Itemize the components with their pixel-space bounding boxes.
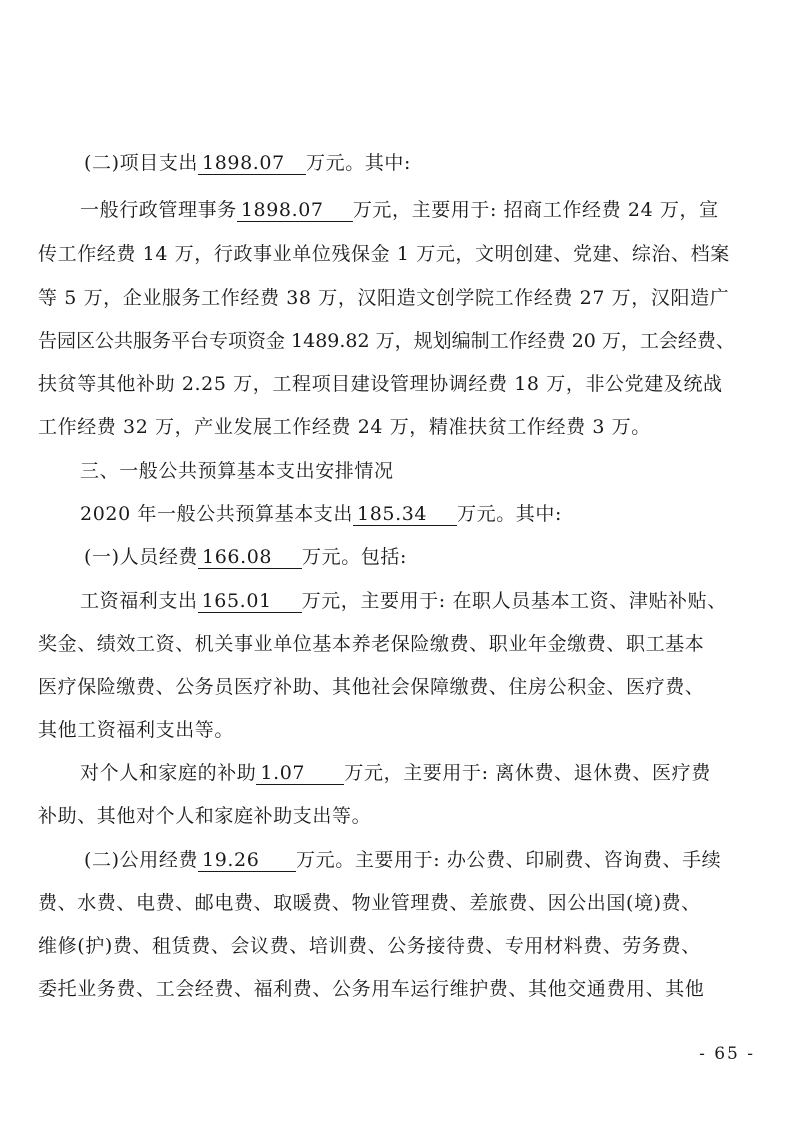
project-expenditure-line	[84, 150, 764, 176]
basic-expenditure-suffix: 万元。其中:	[457, 503, 563, 525]
public-funds-suffix: 万元。主要用于: 办公费、印刷费、咨询费、手续	[296, 849, 722, 871]
public-funds-line-2: 费、水费、电费、邮电费、取暖费、物业管理费、差旅费、因公出国(境)费、	[38, 892, 701, 914]
salary-amount: 165.01	[198, 590, 302, 613]
subsidy-suffix: 万元，主要用于: 离休费、退休费、医疗费	[344, 762, 711, 784]
admin-affairs-prefix: 一般行政管理事务	[80, 199, 237, 221]
subsidy-line-2: 补助、其他对个人和家庭补助支出等。	[38, 805, 372, 827]
project-expenditure-suffix: 万元。其中:	[306, 152, 412, 174]
salary-suffix: 万元，主要用于: 在职人员基本工资、津贴补贴、	[301, 590, 727, 612]
public-funds-line-4: 委托业务费、工会经费、福利费、公务用车运行维护费、其他交通费用、其他	[38, 978, 705, 1000]
salary-line-1	[80, 588, 760, 614]
admin-affairs-line-3: 等 5 万，企业服务工作经费 38 万，汉阳造文创学院工作经费 27 万，汉阳造广	[38, 287, 730, 309]
admin-affairs-line-4: 告园区公共服务平台专项资金 1489.82 万，规划编制工作经费 20 万，工会经费、	[38, 330, 735, 352]
personnel-funds-line	[84, 544, 764, 570]
basic-expenditure-amount: 185.34	[353, 503, 457, 526]
salary-prefix: 工资福利支出	[80, 590, 198, 612]
admin-affairs-line-2: 传工作经费 14 万，行政事业单位残保金 1 万元，文明创建、党建、综治、档案	[38, 243, 730, 265]
salary-line-4: 其他工资福利支出等。	[38, 719, 235, 741]
salary-line-2: 奖金、绩效工资、机关事业单位基本养老保险缴费、职业年金缴费、职工基本	[38, 633, 705, 655]
personnel-funds-amount: 166.08	[198, 546, 302, 569]
project-expenditure-amount: 1898.07	[198, 152, 306, 175]
personnel-funds-suffix: 万元。包括:	[302, 546, 408, 568]
public-funds-amount: 19.26	[198, 849, 296, 872]
admin-affairs-line-5: 扶贫等其他补助 2.25 万，工程项目建设管理协调经费 18 万，非公党建及统战	[38, 373, 723, 395]
page-number: - 65 -	[699, 1044, 755, 1064]
admin-affairs-amount: 1898.07	[237, 199, 353, 222]
public-funds-line-3: 维修(护)费、租赁费、会议费、培训费、公务接待费、专用材料费、劳务费、	[38, 935, 701, 957]
admin-affairs-suffix: 万元，主要用于: 招商工作经费 24 万，宣	[352, 199, 719, 221]
admin-affairs-line-1	[80, 197, 760, 223]
admin-affairs-line-6: 工作经费 32 万，产业发展工作经费 24 万，精准扶贫工作经费 3 万。	[38, 416, 651, 438]
basic-expenditure-line	[80, 501, 760, 527]
subsidy-line-1	[80, 760, 760, 786]
basic-expenditure-prefix: 2020 年一般公共预算基本支出	[80, 503, 353, 525]
subsidy-prefix: 对个人和家庭的补助	[80, 762, 257, 784]
section-heading-3: 三、一般公共预算基本支出安排情况	[80, 460, 394, 482]
salary-line-3: 医疗保险缴费、公务员医疗补助、其他社会保障缴费、住房公积金、医疗费、	[38, 676, 705, 698]
public-funds-line-1	[84, 847, 764, 873]
subsidy-amount: 1.07	[256, 762, 344, 785]
project-expenditure-prefix: (二)项目支出	[84, 152, 199, 174]
personnel-funds-prefix: (一)人员经费	[84, 546, 199, 568]
public-funds-prefix: (二)公用经费	[84, 849, 199, 871]
